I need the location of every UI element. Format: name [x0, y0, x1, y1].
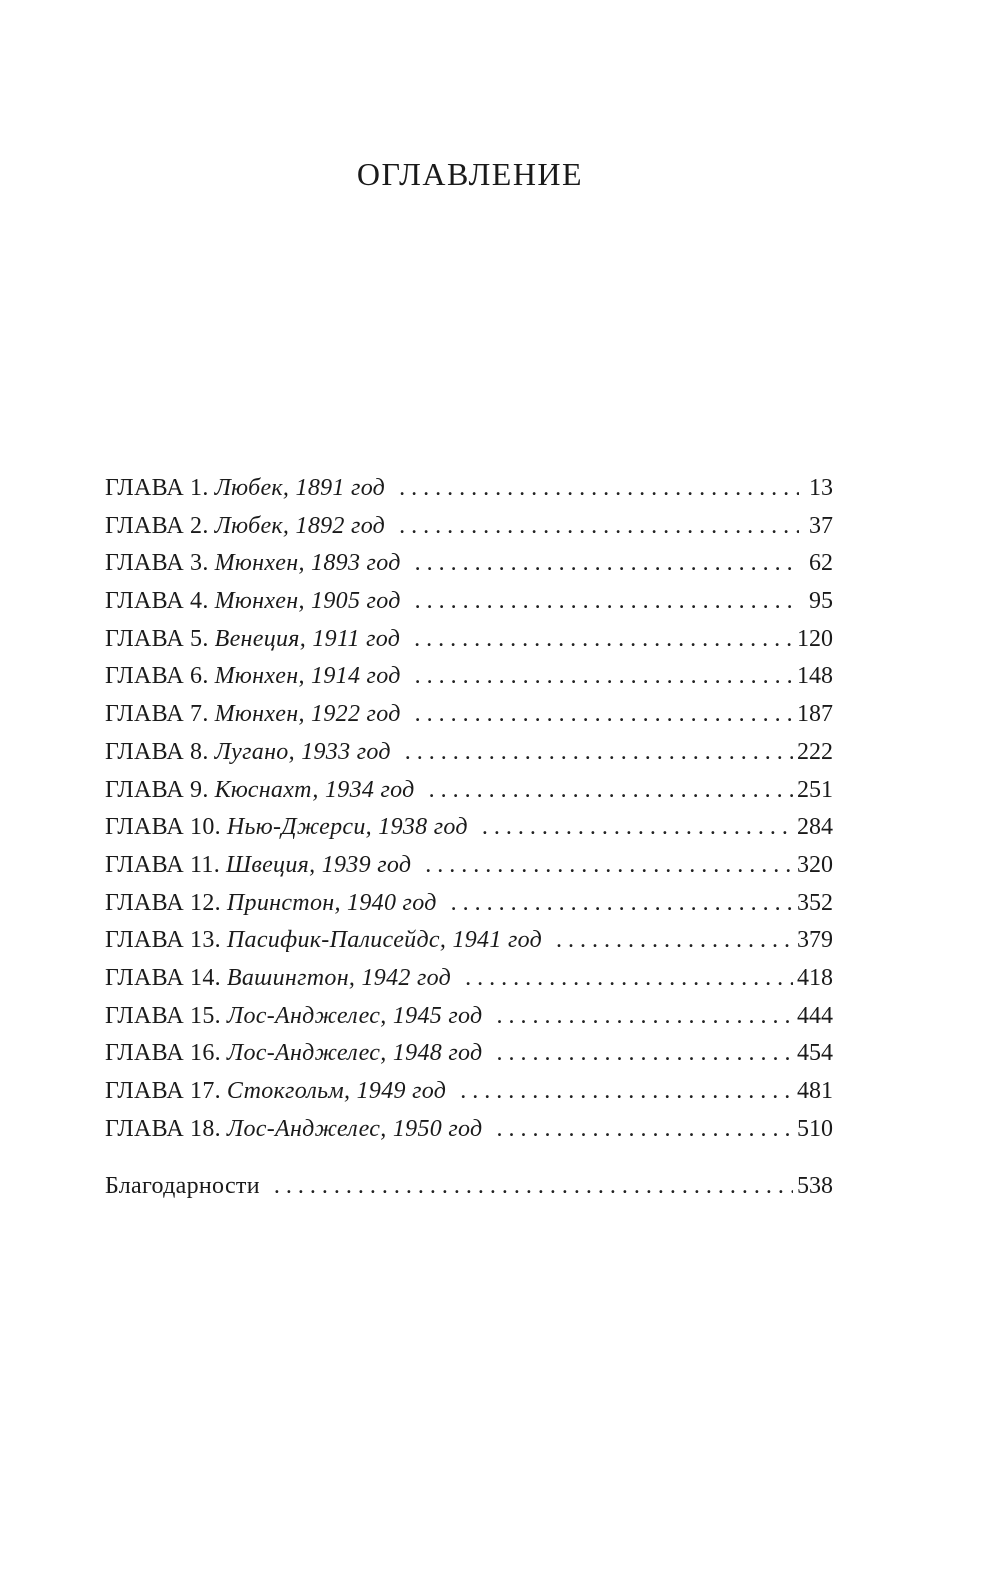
chapter-title: Лос-Анджелес, 1950 год: [226, 1115, 483, 1142]
chapter-number: 6.: [190, 663, 209, 690]
page-number: 444: [797, 1002, 833, 1029]
chapter-title: Мюнхен, 1922 год: [214, 701, 401, 728]
chapter-label: [105, 588, 401, 615]
toc-entry-chapter-12[interactable]: [105, 890, 833, 928]
chapter-word: ГЛАВА: [105, 889, 185, 916]
chapter-label: [105, 550, 401, 577]
chapter-number: 13.: [190, 927, 221, 954]
chapter-label: [105, 475, 385, 502]
toc-entry-chapter-18[interactable]: [105, 1116, 833, 1154]
chapter-title: Принстон, 1940 год: [226, 889, 437, 916]
chapter-title: Любек, 1892 год: [214, 512, 386, 539]
chapter-label: [105, 1116, 482, 1143]
dot-leader: [556, 927, 793, 954]
chapter-title: Пасифик-Палисейдс, 1941 год: [226, 927, 543, 954]
page-number: 538: [797, 1173, 833, 1200]
chapter-number: 3.: [190, 550, 209, 577]
chapter-label: [105, 513, 385, 540]
chapter-word: ГЛАВА: [105, 738, 185, 765]
chapter-number: 5.: [190, 625, 209, 652]
chapter-title: Нью-Джерси, 1938 год: [226, 814, 468, 841]
chapter-title: Стокгольм, 1949 год: [226, 1078, 447, 1104]
chapter-label: [105, 1040, 482, 1067]
dot-leader: [496, 1040, 793, 1067]
chapter-title: Венеция, 1911 год: [214, 625, 401, 652]
page-number: 284: [797, 814, 833, 841]
chapter-word: ГЛАВА: [105, 588, 185, 615]
chapter-title: Мюнхен, 1914 год: [214, 663, 401, 690]
chapter-word: ГЛАВА: [105, 964, 185, 991]
page-number: 13: [809, 475, 833, 501]
chapter-label: [105, 739, 391, 766]
toc-entry-chapter-8[interactable]: [105, 739, 833, 777]
toc-entry-chapter-14[interactable]: [105, 965, 833, 1003]
chapter-number: 9.: [190, 776, 209, 803]
chapter-number: 4.: [190, 588, 209, 615]
chapter-number: 14.: [190, 964, 221, 991]
chapter-word: ГЛАВА: [105, 663, 185, 690]
chapter-word: ГЛАВА: [105, 776, 185, 803]
chapter-title: Мюнхен, 1893 год: [214, 550, 401, 577]
chapter-label: [105, 890, 437, 917]
chapter-title: Кюснахт, 1934 год: [214, 776, 415, 803]
dot-leader: [482, 814, 793, 841]
chapter-number: 8.: [190, 738, 209, 765]
toc-entry-chapter-3[interactable]: [105, 550, 833, 588]
chapter-label: [105, 777, 415, 804]
page-number: 418: [797, 964, 833, 991]
chapter-label: [105, 814, 468, 841]
chapter-label: [105, 852, 411, 879]
page-number: 481: [797, 1078, 833, 1104]
toc-entry-chapter-6[interactable]: [105, 663, 833, 701]
chapter-label: [105, 927, 542, 954]
chapter-title: Лос-Анджелес, 1945 год: [226, 1002, 483, 1029]
chapter-title: Швеция, 1939 год: [226, 851, 412, 878]
toc-entry-chapter-17[interactable]: [105, 1078, 833, 1116]
chapter-word: ГЛАВА: [105, 1078, 185, 1104]
page-number: 120: [797, 625, 833, 652]
dot-leader: [451, 890, 793, 917]
toc-entry-chapter-7[interactable]: [105, 701, 833, 739]
chapter-number: 12.: [190, 889, 221, 916]
toc-entry-chapter-13[interactable]: [105, 927, 833, 965]
page-number: 379: [797, 927, 833, 954]
chapter-word: ГЛАВА: [105, 625, 185, 652]
chapter-word: ГЛАВА: [105, 512, 185, 539]
chapter-word: ГЛАВА: [105, 701, 185, 728]
chapter-word: ГЛАВА: [105, 927, 185, 954]
page-number: 251: [797, 776, 833, 803]
chapter-title: Лугано, 1933 год: [214, 738, 391, 765]
page-number: 187: [797, 701, 833, 728]
chapter-word: ГЛАВА: [105, 851, 185, 878]
toc-spacer: [105, 1153, 833, 1173]
page-number: 37: [809, 512, 833, 539]
toc-entry-chapter-1[interactable]: [105, 475, 833, 513]
chapter-word: ГЛАВА: [105, 1002, 185, 1029]
chapter-label: [105, 1078, 446, 1105]
dot-leader: [415, 701, 793, 728]
dot-leader: [274, 1173, 793, 1200]
chapter-word: ГЛАВА: [105, 1115, 185, 1142]
chapter-title: Вашингтон, 1942 год: [226, 964, 452, 991]
page-number: 62: [809, 550, 833, 577]
chapter-title: Любек, 1891 год: [214, 475, 386, 501]
chapter-word: ГЛАВА: [105, 1040, 185, 1067]
chapter-number: 15.: [190, 1002, 221, 1029]
acknowledgements-label: Благодарности: [105, 1173, 260, 1200]
dot-leader: [496, 1116, 793, 1143]
chapter-title: Мюнхен, 1905 год: [214, 588, 401, 615]
page-number: 454: [797, 1040, 833, 1067]
chapter-number: 16.: [190, 1040, 221, 1067]
chapter-number: 1.: [190, 475, 209, 501]
dot-leader: [415, 550, 799, 577]
chapter-number: 7.: [190, 701, 209, 728]
dot-leader: [465, 965, 793, 992]
chapter-label: [105, 626, 400, 653]
chapter-title: Лос-Анджелес, 1948 год: [226, 1040, 483, 1067]
dot-leader: [415, 588, 799, 615]
dot-leader: [405, 739, 793, 766]
dot-leader: [425, 852, 793, 879]
chapter-word: ГЛАВА: [105, 550, 185, 577]
page-number: 320: [797, 851, 833, 878]
dot-leader: [399, 513, 799, 540]
dot-leader: [399, 475, 799, 502]
chapter-word: ГЛАВА: [105, 814, 185, 841]
dot-leader: [415, 663, 793, 690]
page-number: 222: [797, 738, 833, 765]
chapter-label: [105, 663, 401, 690]
toc-entry-acknowledgements[interactable]: [105, 1173, 833, 1211]
page-number: 510: [797, 1115, 833, 1142]
toc-entry-chapter-10[interactable]: [105, 814, 833, 852]
chapter-number: 2.: [190, 512, 209, 539]
chapter-number: 18.: [190, 1115, 221, 1142]
toc-entry-chapter-9[interactable]: [105, 777, 833, 815]
chapter-label: [105, 1003, 482, 1030]
toc-entry-chapter-11[interactable]: [105, 852, 833, 890]
page-number: 95: [809, 588, 833, 615]
toc-entry-chapter-16[interactable]: [105, 1040, 833, 1078]
chapter-number: 10.: [190, 814, 221, 841]
toc-entry-chapter-15[interactable]: [105, 1003, 833, 1041]
chapter-label: [105, 701, 401, 728]
page-number: 352: [797, 889, 833, 916]
chapter-number: 11.: [190, 851, 221, 878]
table-of-contents: [105, 475, 833, 1211]
page-number: 148: [797, 663, 833, 690]
chapter-word: ГЛАВА: [105, 475, 185, 501]
toc-entry-chapter-5[interactable]: [105, 626, 833, 664]
dot-leader: [496, 1003, 793, 1030]
toc-entry-chapter-2[interactable]: [105, 513, 833, 551]
toc-entry-chapter-4[interactable]: [105, 588, 833, 626]
dot-leader: [414, 626, 793, 653]
page-title: ОГЛАВЛЕНИЕ: [356, 156, 584, 192]
dot-leader: [429, 777, 793, 804]
chapter-number: 17.: [190, 1078, 221, 1104]
dot-leader: [460, 1078, 793, 1105]
chapter-label: [105, 965, 451, 992]
